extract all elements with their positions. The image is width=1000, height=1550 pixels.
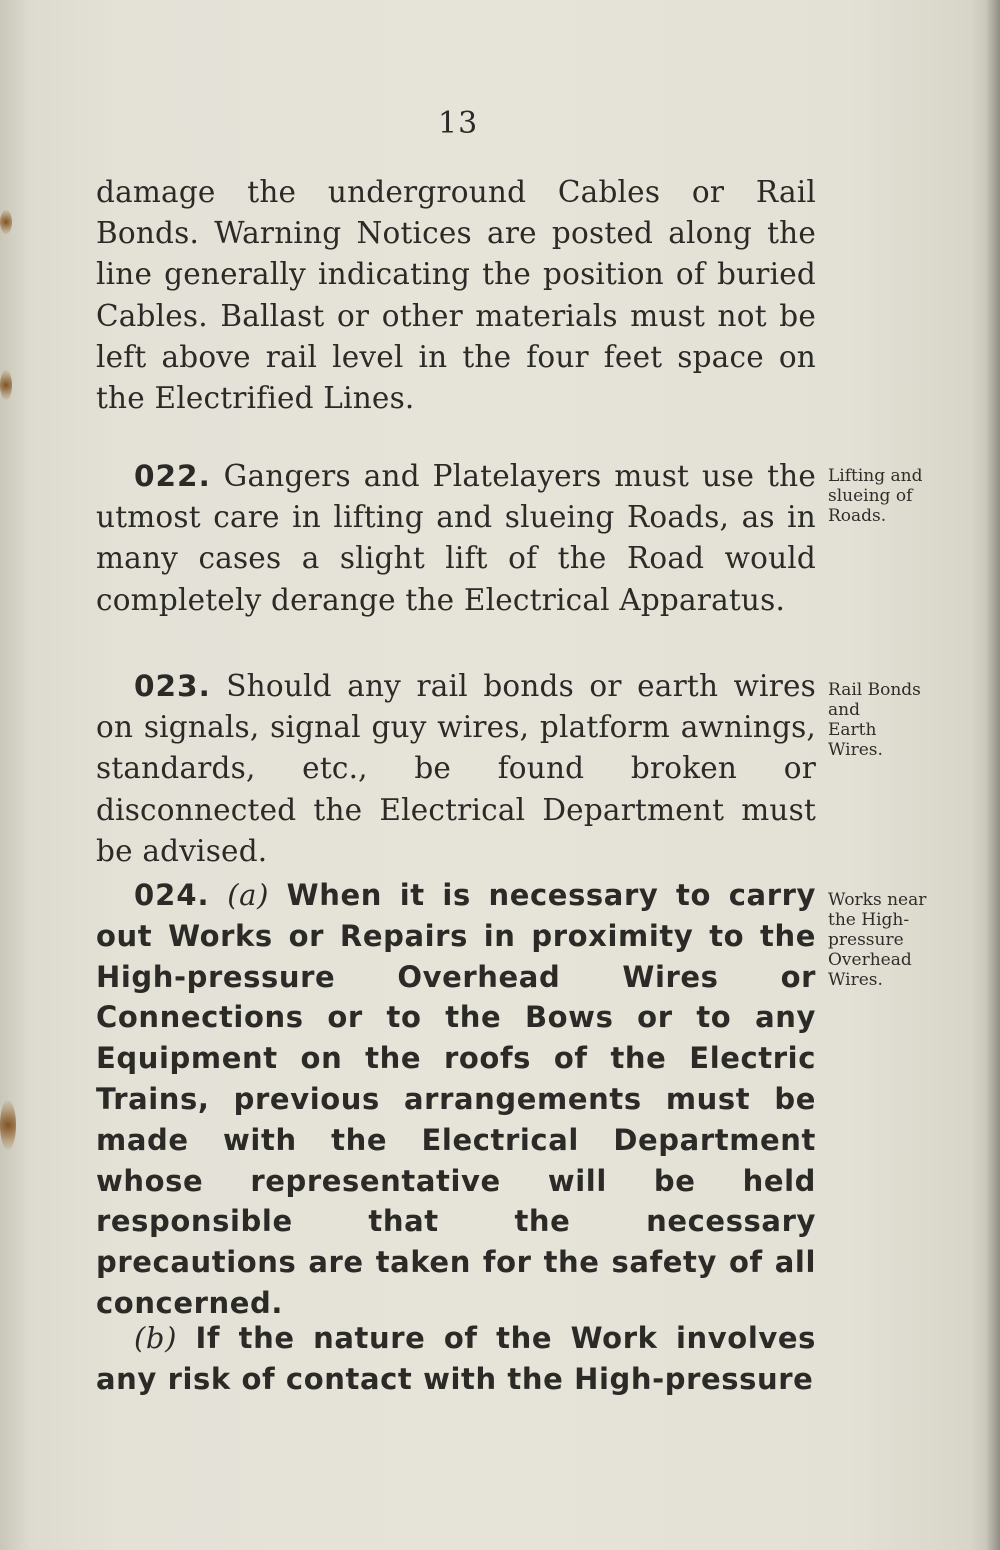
continuation-paragraph: damage the underground Cables or Rail Bonds. Warning Notices are posted along the line generally indicating the position of buried Cables. Ballast or other materials must not be left above rail level in the four feet space on the Electrified Lines. [96,175,816,416]
subparagraph-label-b: (b) [134,1321,177,1355]
page-number: 13 [438,106,479,141]
paragraph-024-a [96,875,816,1324]
margin-note-works-near-wires: Works near the High- pressure Overhead Wires. [828,890,927,990]
margin-note-rail-bonds: Rail Bonds and Earth Wires. [828,680,921,760]
page-edge-shadow [986,0,1000,1550]
page-stain [0,370,12,400]
paragraph-text: Gangers and Platelayers must use the utmost care in lifting and slueing Roads, as in many cases a slight lift of the Road would completely derange the Electrical Apparatus. [96,459,816,617]
paragraph-text: Should any rail bonds or earth wires on signals, signal guy wires, platform awnings, standards, etc., be found broken or disconnected the Electrical Department must be advised. [96,669,816,868]
paragraph-number: 024. [134,878,210,912]
paragraph-text: When it is necessary to carry out Works or Repairs in proximity to the High-pressure Overhead Wires or Connections or to the Bows or to any Equipment on the roofs of the Electric Trains, previous arrangements must be made with the Electrical Department whose representative will be held responsible that the necessary precautions are taken for the safety of all concerned. [96,878,816,1320]
paragraph-text: If the nature of the Work involves any risk of contact with the High-pressure [96,1321,816,1396]
paragraph-022 [96,456,816,621]
subparagraph-label-a: (a) [227,878,269,912]
page-stain [0,1100,16,1150]
paragraph-number: 023. [134,669,211,703]
paragraph-024-b [96,1318,816,1400]
paragraph-023 [96,666,816,872]
margin-note-lifting: Lifting and slueing of Roads. [828,466,923,526]
page-stain [0,210,12,234]
paragraph-number: 022. [134,459,211,493]
